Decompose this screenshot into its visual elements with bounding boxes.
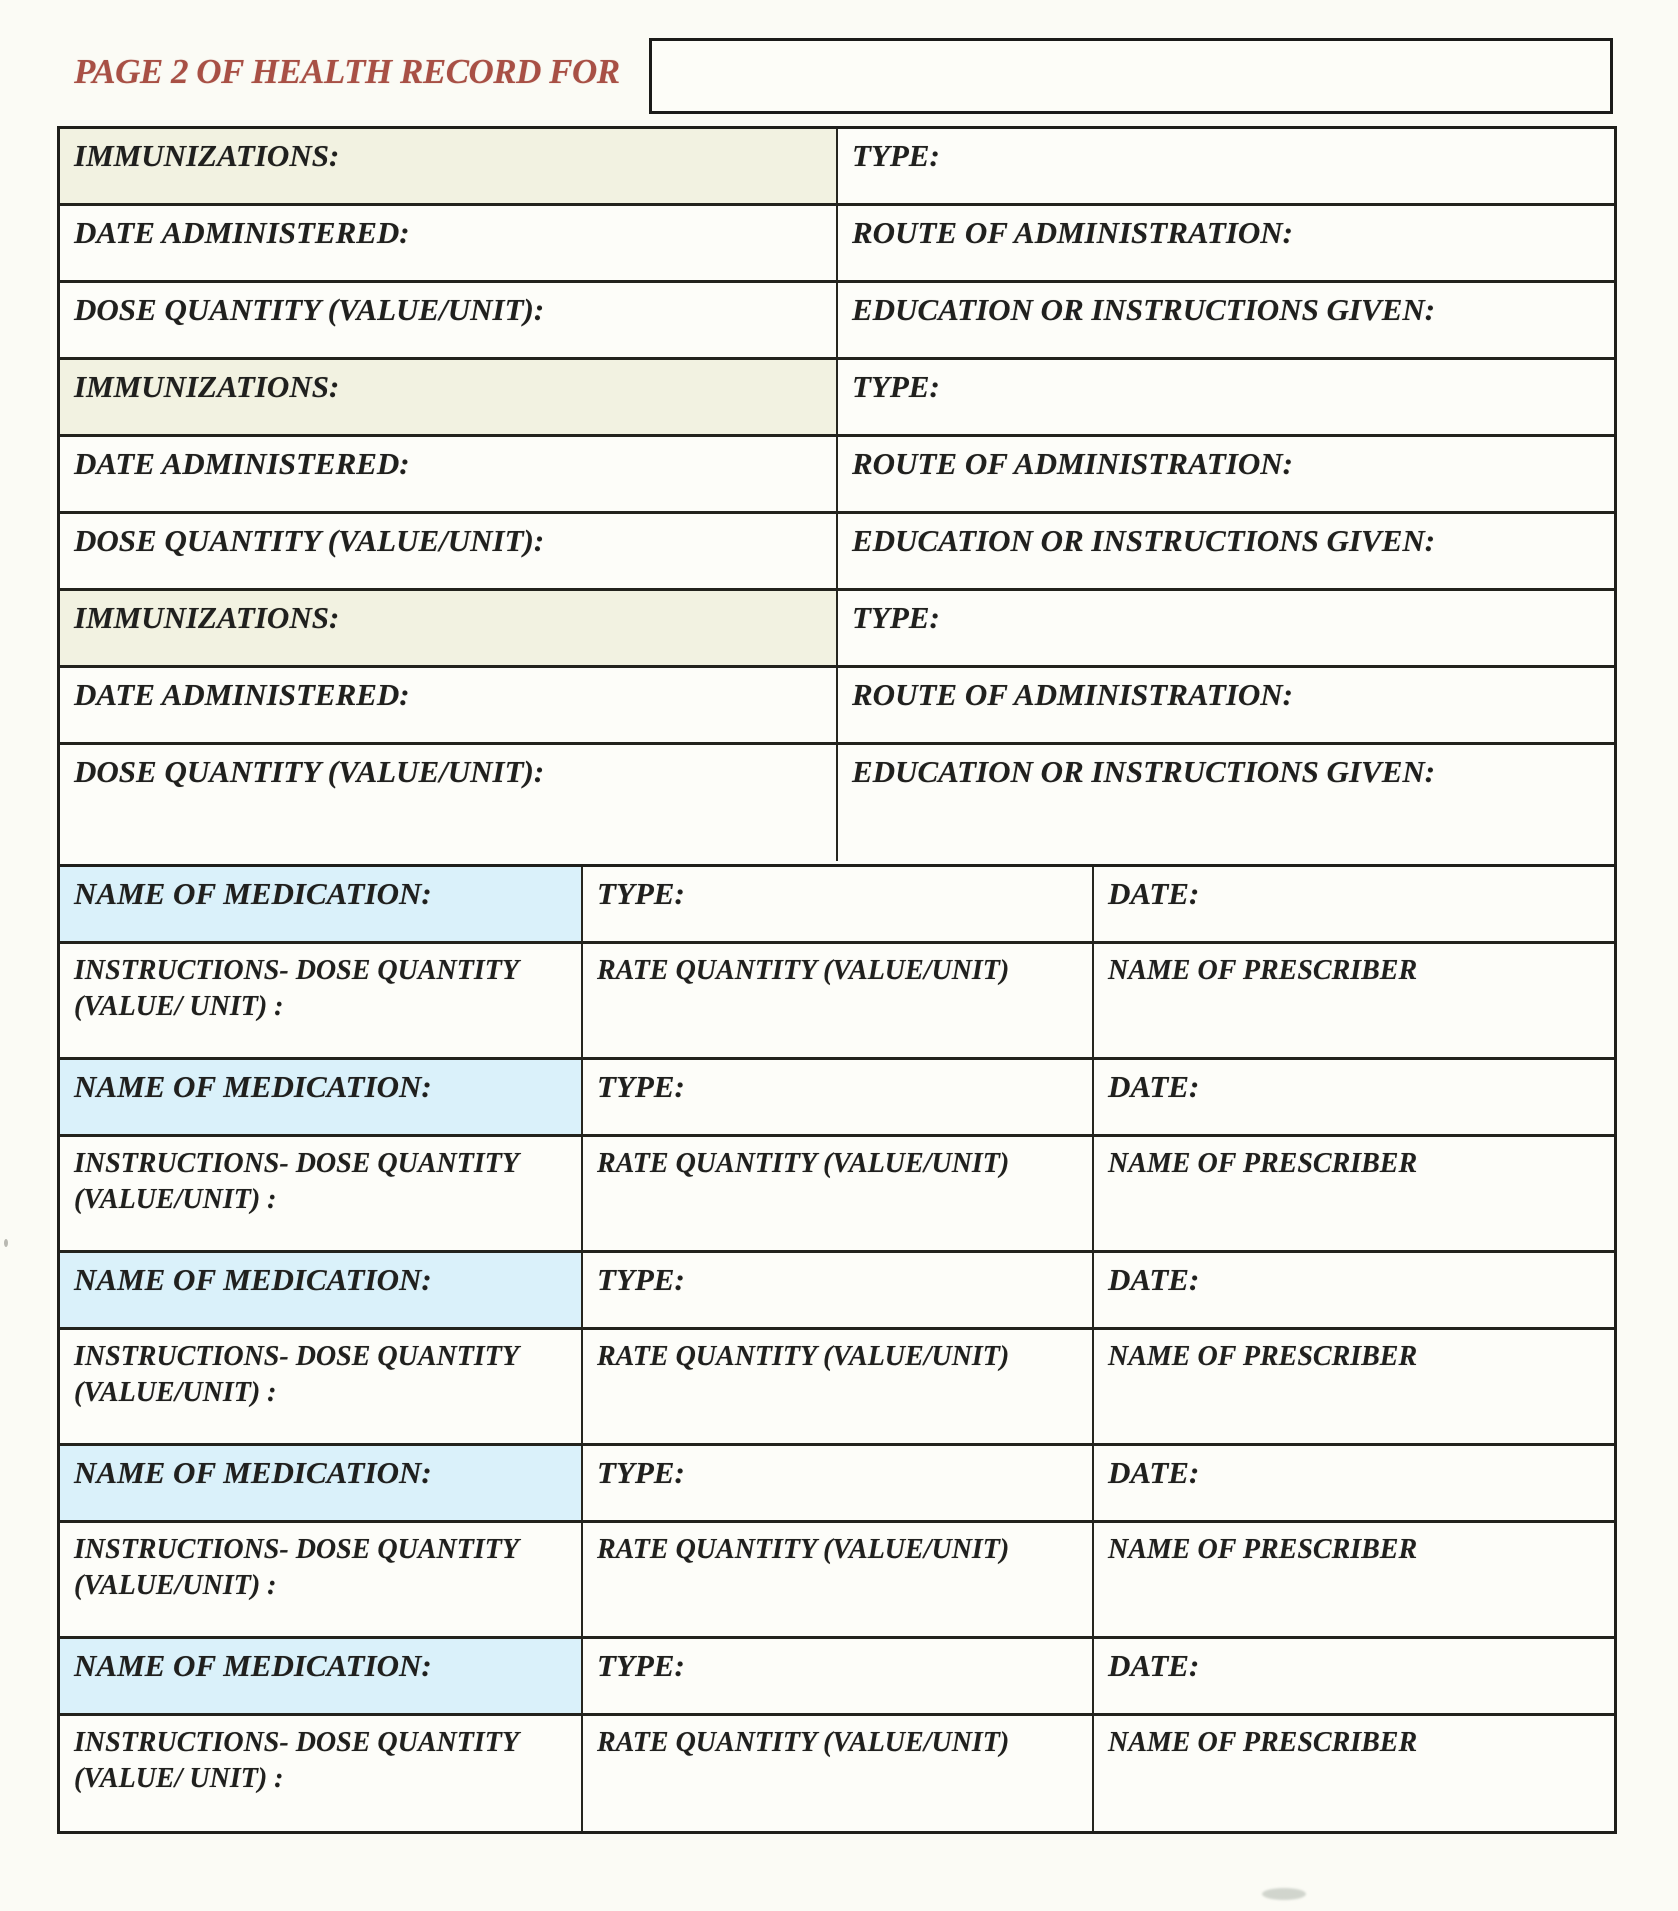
rate-quantity-label: RATE QUANTITY (VALUE/UNIT) — [597, 1148, 1010, 1179]
medication-name-field[interactable] — [60, 1060, 583, 1137]
dose-quantity-field[interactable] — [60, 283, 838, 360]
education-instructions-label: EDUCATION OR INSTRUCTIONS GIVEN: — [852, 292, 1436, 327]
route-of-administration-field[interactable] — [838, 437, 1614, 514]
date-administered-label: DATE ADMINISTERED: — [74, 215, 410, 250]
route-of-administration-label: ROUTE OF ADMINISTRATION: — [852, 446, 1293, 481]
immunizations-field[interactable] — [60, 591, 838, 668]
medication-type-label: TYPE: — [597, 876, 685, 911]
dose-quantity-label: DOSE QUANTITY (VALUE/UNIT): — [74, 523, 545, 558]
rate-quantity-field[interactable] — [583, 1330, 1094, 1446]
rate-quantity-label: RATE QUANTITY (VALUE/UNIT) — [597, 1727, 1010, 1758]
immunization-type-field[interactable] — [838, 591, 1614, 668]
prescriber-name-label: NAME OF PRESCRIBER — [1108, 1341, 1418, 1372]
medication-type-label: TYPE: — [597, 1262, 685, 1297]
instructions-dose-quantity-label: INSTRUCTIONS- DOSE QUANTITY (VALUE/ UNIT) : — [74, 955, 518, 1023]
instructions-dose-quantity-field[interactable] — [60, 944, 583, 1060]
medication-date-label: DATE: — [1108, 876, 1200, 911]
instructions-dose-quantity-label: INSTRUCTIONS- DOSE QUANTITY (VALUE/UNIT) : — [74, 1341, 518, 1409]
medication-name-label: NAME OF MEDICATION: — [74, 876, 432, 911]
medication-name-field[interactable] — [60, 1446, 583, 1523]
medication-name-field[interactable] — [60, 1639, 583, 1716]
route-of-administration-label: ROUTE OF ADMINISTRATION: — [852, 677, 1293, 712]
rate-quantity-field[interactable] — [583, 1137, 1094, 1253]
immunization-type-label: TYPE: — [852, 138, 940, 173]
medication-type-label: TYPE: — [597, 1648, 685, 1683]
dose-quantity-label: DOSE QUANTITY (VALUE/UNIT): — [74, 292, 545, 327]
immunizations-field[interactable] — [60, 129, 838, 206]
medication-type-field[interactable] — [583, 1446, 1094, 1523]
instructions-dose-quantity-label: INSTRUCTIONS- DOSE QUANTITY (VALUE/ UNIT) : — [74, 1727, 518, 1795]
medication-name-label: NAME OF MEDICATION: — [74, 1262, 432, 1297]
instructions-dose-quantity-field[interactable] — [60, 1137, 583, 1253]
medication-date-field[interactable] — [1094, 1253, 1614, 1330]
date-administered-field[interactable] — [60, 206, 838, 283]
route-of-administration-field[interactable] — [838, 668, 1614, 745]
medication-date-label: DATE: — [1108, 1648, 1200, 1683]
prescriber-name-field[interactable] — [1094, 1523, 1614, 1639]
date-administered-label: DATE ADMINISTERED: — [74, 446, 410, 481]
prescriber-name-label: NAME OF PRESCRIBER — [1108, 1534, 1418, 1565]
date-administered-field[interactable] — [60, 437, 838, 514]
medication-name-label: NAME OF MEDICATION: — [74, 1069, 432, 1104]
medication-type-label: TYPE: — [597, 1069, 685, 1104]
rate-quantity-label: RATE QUANTITY (VALUE/UNIT) — [597, 955, 1010, 986]
immunization-type-label: TYPE: — [852, 369, 940, 404]
medication-name-field[interactable] — [60, 867, 583, 944]
prescriber-name-label: NAME OF PRESCRIBER — [1108, 1727, 1418, 1758]
medication-date-label: DATE: — [1108, 1262, 1200, 1297]
immunization-type-field[interactable] — [838, 360, 1614, 437]
instructions-dose-quantity-field[interactable] — [60, 1330, 583, 1446]
medication-date-field[interactable] — [1094, 1060, 1614, 1137]
instructions-dose-quantity-field[interactable] — [60, 1523, 583, 1639]
rate-quantity-label: RATE QUANTITY (VALUE/UNIT) — [597, 1534, 1010, 1565]
education-instructions-field[interactable] — [838, 283, 1614, 360]
dose-quantity-field[interactable] — [60, 514, 838, 591]
medication-type-field[interactable] — [583, 1639, 1094, 1716]
education-instructions-field[interactable] — [838, 514, 1614, 591]
dose-quantity-field[interactable] — [60, 745, 838, 861]
instructions-dose-quantity-label: INSTRUCTIONS- DOSE QUANTITY (VALUE/UNIT) : — [74, 1148, 518, 1216]
immunization-type-field[interactable] — [838, 129, 1614, 206]
medication-name-label: NAME OF MEDICATION: — [74, 1455, 432, 1490]
prescriber-name-field[interactable] — [1094, 1330, 1614, 1446]
date-administered-field[interactable] — [60, 668, 838, 745]
prescriber-name-label: NAME OF PRESCRIBER — [1108, 955, 1418, 986]
route-of-administration-label: ROUTE OF ADMINISTRATION: — [852, 215, 1293, 250]
medication-name-field[interactable] — [60, 1253, 583, 1330]
medication-type-label: TYPE: — [597, 1455, 685, 1490]
rate-quantity-field[interactable] — [583, 1716, 1094, 1831]
immunizations-label: IMMUNIZATIONS: — [74, 600, 340, 635]
immunizations-field[interactable] — [60, 360, 838, 437]
prescriber-name-field[interactable] — [1094, 944, 1614, 1060]
medication-date-label: DATE: — [1108, 1455, 1200, 1490]
instructions-dose-quantity-field[interactable] — [60, 1716, 583, 1831]
medication-name-label: NAME OF MEDICATION: — [74, 1648, 432, 1683]
scan-speck — [4, 1239, 8, 1247]
prescriber-name-field[interactable] — [1094, 1137, 1614, 1253]
page-title: PAGE 2 OF HEALTH RECORD FOR — [74, 52, 620, 91]
immunization-table — [57, 126, 1617, 864]
rate-quantity-field[interactable] — [583, 944, 1094, 1060]
education-instructions-field[interactable] — [838, 745, 1614, 861]
medication-date-field[interactable] — [1094, 1446, 1614, 1523]
education-instructions-label: EDUCATION OR INSTRUCTIONS GIVEN: — [852, 754, 1436, 789]
instructions-dose-quantity-label: INSTRUCTIONS- DOSE QUANTITY (VALUE/UNIT) : — [74, 1534, 518, 1602]
rate-quantity-label: RATE QUANTITY (VALUE/UNIT) — [597, 1341, 1010, 1372]
medication-date-field[interactable] — [1094, 1639, 1614, 1716]
patient-name-field[interactable] — [649, 38, 1613, 114]
medication-type-field[interactable] — [583, 867, 1094, 944]
medication-type-field[interactable] — [583, 1060, 1094, 1137]
medication-date-label: DATE: — [1108, 1069, 1200, 1104]
medication-date-field[interactable] — [1094, 867, 1614, 944]
route-of-administration-field[interactable] — [838, 206, 1614, 283]
prescriber-name-label: NAME OF PRESCRIBER — [1108, 1148, 1418, 1179]
education-instructions-label: EDUCATION OR INSTRUCTIONS GIVEN: — [852, 523, 1436, 558]
immunization-type-label: TYPE: — [852, 600, 940, 635]
dose-quantity-label: DOSE QUANTITY (VALUE/UNIT): — [74, 754, 545, 789]
medication-type-field[interactable] — [583, 1253, 1094, 1330]
scan-smudge — [1262, 1888, 1306, 1900]
rate-quantity-field[interactable] — [583, 1523, 1094, 1639]
date-administered-label: DATE ADMINISTERED: — [74, 677, 410, 712]
prescriber-name-field[interactable] — [1094, 1716, 1614, 1831]
immunizations-label: IMMUNIZATIONS: — [74, 138, 340, 173]
immunizations-label: IMMUNIZATIONS: — [74, 369, 340, 404]
medication-table — [57, 864, 1617, 1834]
